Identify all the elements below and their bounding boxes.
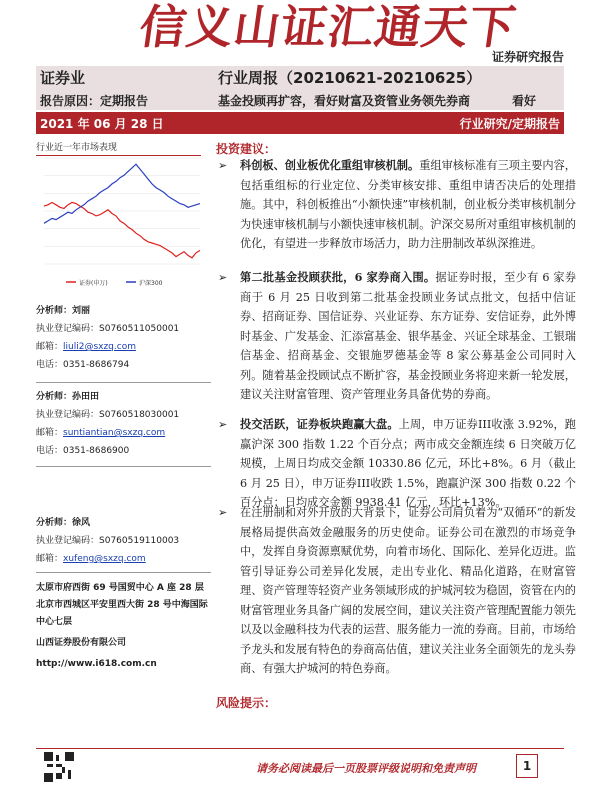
analyst-email-link[interactable]: liuli2@sxzq.com — [63, 342, 136, 352]
bullet-text — [218, 503, 576, 679]
disclaimer-note: 请务必阅读最后一页股票评级说明和免责声明 — [256, 762, 476, 775]
analyst-name: 分析师：孙田田 — [36, 392, 100, 402]
report-type-label: 证券研究报告 — [491, 50, 564, 64]
analyst-cert: 执业登记编码：S0760518030001 — [36, 410, 180, 420]
bullet-body: 重组审核标准有三项主要内容，包括重组标的行业定位、分类审核安排、重组申请否决后的处理措施。其中，科创板推出“小额快速”审核机制，创业板分类审核机制分为快速审核机制与小额快速审核机制。沪深交易所对重组审核机制的优化，有望进一步释放市场活力，助力注册制改革纵深推进。 — [240, 159, 576, 250]
qr-code-icon — [44, 752, 74, 782]
mail-label: 邮箱： — [36, 554, 64, 564]
risk-warning-title: 风险提示： — [216, 696, 277, 710]
series-line-1 — [44, 164, 200, 223]
bullet-body: 上周，申万证券III收涨 3.92%，跑赢沪深 300 指数 1.22 个百分点；两市成交金额连续 6 日突破万亿规模，上周日均成交金额 10330.86 亿元，环比+8%。6 月（截止 6 月 25 日），申万证券III收跌 1.5%，跑赢沪深 300 指数 0.22 个百分点；日均成交金额 9938.41 亿元，环比+13%。 — [240, 418, 576, 509]
company-website-link[interactable]: http://www.i618.com.cn — [36, 659, 157, 669]
bullet-lead: 第二批基金投顾获批，6 家券商入围。 — [240, 270, 436, 284]
bullet-lead: 科创板、创业板优化重组审核机制。 — [240, 158, 420, 172]
market-performance-chart — [36, 152, 206, 292]
brand-logo-text: 信义山证汇通天下 — [136, 0, 520, 54]
legend-label-1: 沪深300 — [139, 280, 163, 287]
advice-bullet-1 — [218, 156, 576, 254]
arrow-bullet-icon: ➢ — [218, 271, 228, 284]
analyst-mail-row — [36, 338, 211, 356]
arrow-bullet-icon: ➢ — [218, 506, 228, 519]
mail-label: 邮箱： — [36, 342, 64, 352]
analyst-cert: 执业登记编码：S0760519110003 — [36, 536, 180, 546]
divider — [36, 572, 211, 573]
report-headline: 基金投顾再扩容，看好财富及资管业务领先券商 — [218, 94, 471, 108]
arrow-bullet-icon: ➢ — [218, 159, 228, 172]
company-address-block — [36, 580, 216, 673]
report-date: 2021 年 06 月 28 日 — [40, 117, 164, 131]
divider — [36, 466, 211, 467]
mail-label: 邮箱： — [36, 428, 64, 438]
report-reason: 报告原因：定期报告 — [40, 94, 149, 108]
bullet-text — [218, 268, 576, 405]
analyst-mail-row — [36, 424, 211, 442]
bullet-body: 据证券时报，至少有 6 家券商于 6 月 25 日收到第二批基金投顾业务试点批文，包括中信证券、招商证券、国信证券、兴业证券、东方证券、安信证券，此外博时基金、广发基金、汇添富基金、银华基金、兴证全球基金、工银瑞信基金、招商基金、交银施罗德基金等 8 家公募基金公司同时入列。随着基金投顾试点不断扩容，基金投顾业务将迎来新一轮发展，建议关注财富管理、资产管理业务具备优势的券商。 — [240, 271, 577, 401]
analyst-email-link[interactable]: suntiantian@sxzq.com — [63, 428, 166, 438]
advice-bullet-2 — [218, 268, 576, 405]
bullet-lead: 投交活跃，证券板块跑赢大盘。 — [240, 417, 399, 431]
analyst-phone: 电话：0351-8686794 — [36, 360, 130, 370]
page-number: 1 — [516, 754, 538, 778]
analyst-block-2 — [36, 388, 211, 460]
bullet-body: 在注册制和对外开放的大背景下，证券公司肩负着为“双循环”的新发展格局提供高效金融服务的历史使命。证券公司在激烈的市场竞争中，发挥自身资源禀赋优势，向着市场化、国际化、差异化迈进。监管引导证券公司差异化发展，走出专业化、精品化道路，在财富管理、资产管理等轻资产业务领域形成的护城河较为稳固，资管在内的财富管理业务具备广阔的发展空间，建议关注资产管理配置能力领先以及以金融科技为代表的运营、服务能力一流的券商。目前，市场给予龙头和发展有特色的券商高估值，建议关注业务全面领先的龙头券商、有强大护城河的特色券商。 — [240, 506, 576, 675]
bullet-text — [218, 415, 576, 513]
address-taiyuan: 太原市府西街 69 号国贸中心 A 座 28 层 — [36, 583, 204, 593]
investment-advice-title: 投资建议： — [216, 142, 277, 156]
analyst-block-3 — [36, 514, 211, 568]
analyst-cert: 执业登记编码：S0760511050001 — [36, 324, 180, 334]
bullet-text — [218, 156, 576, 254]
report-category: 行业研究/定期报告 — [459, 117, 560, 131]
company-name: 山西证券股份有限公司 — [36, 638, 127, 648]
advice-bullet-4 — [218, 503, 576, 679]
analyst-block-1 — [36, 302, 211, 374]
analyst-phone: 电话：0351-8686900 — [36, 446, 130, 456]
address-beijing: 北京市西城区平安里西大街 28 号中海国际中心七层 — [36, 600, 208, 627]
analyst-email-link[interactable]: xufeng@sxzq.com — [63, 554, 146, 564]
industry-name: 证券业 — [40, 69, 86, 87]
analyst-mail-row — [36, 550, 211, 568]
arrow-bullet-icon: ➢ — [218, 418, 228, 431]
industry-rating: 看好 — [512, 94, 537, 108]
divider — [36, 382, 211, 383]
advice-bullet-3 — [218, 415, 576, 513]
analyst-name: 分析师：徐风 — [36, 518, 91, 528]
footer-divider — [36, 748, 564, 749]
analyst-name: 分析师：刘丽 — [36, 306, 91, 316]
legend-label-0: 证券(申万) — [79, 280, 108, 287]
weekly-report-title: 行业周报（20210621-20210625） — [218, 69, 482, 87]
market-performance-title: 行业近一年市场表现 — [36, 140, 201, 156]
